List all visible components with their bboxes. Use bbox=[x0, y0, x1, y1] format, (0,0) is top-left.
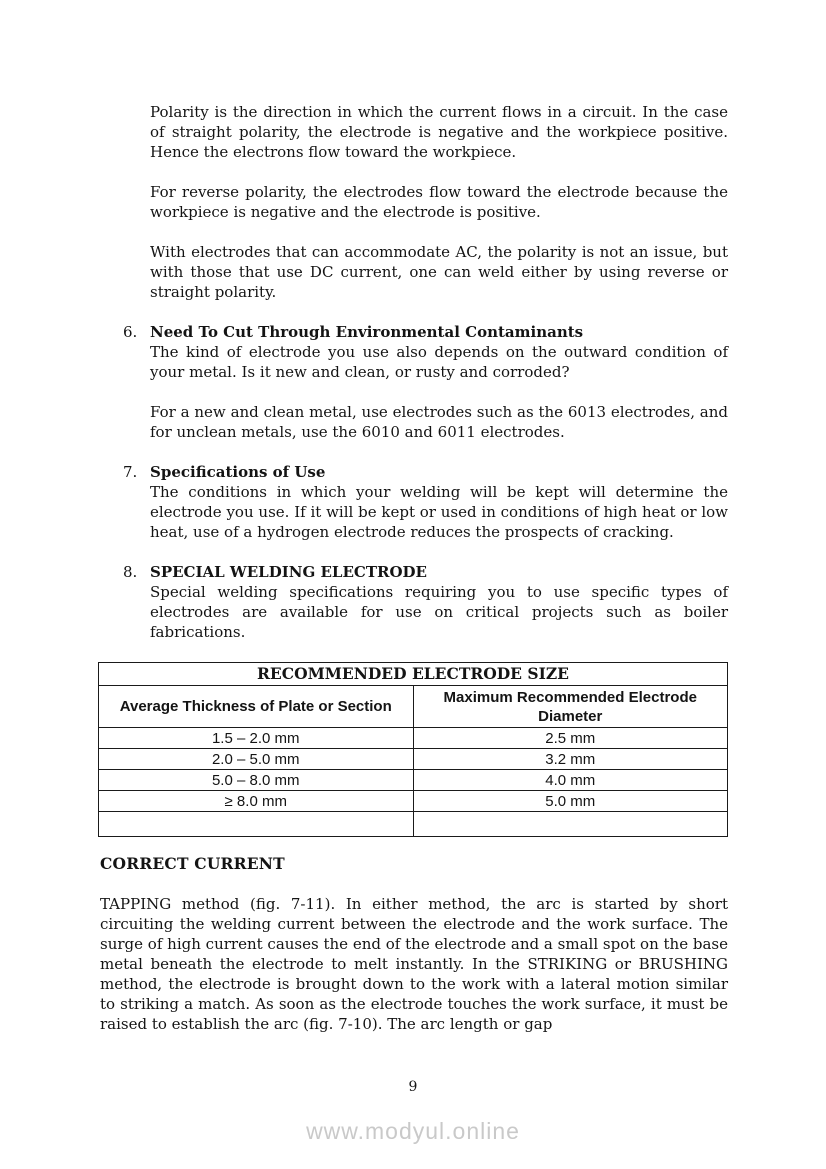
cell-diameter bbox=[413, 812, 728, 837]
page-content bbox=[100, 102, 728, 1054]
cell-thickness: 1.5 – 2.0 mm bbox=[99, 728, 414, 749]
cell-thickness: 5.0 – 8.0 mm bbox=[99, 770, 414, 791]
list-item-title: Need To Cut Through Environmental Contaminants bbox=[150, 323, 584, 341]
list-item-paragraph: The kind of electrode you use also depends on the outward condition of your metal. Is it new and clean, or rusty and corroded? bbox=[150, 343, 728, 381]
section-heading-correct-current: CORRECT CURRENT bbox=[100, 854, 285, 873]
list-number: 6. bbox=[123, 323, 138, 341]
list-item-paragraph: The conditions in which your welding will be kept will determine the electrode you use. If it will be kept or used in conditions of high heat or low heat, use of a hydrogen electrode reduces the prospects of cracking. bbox=[150, 483, 728, 541]
cell-thickness: ≥ 8.0 mm bbox=[99, 791, 414, 812]
page-number: 9 bbox=[408, 1079, 418, 1095]
list-number: 8. bbox=[123, 563, 138, 581]
list-item-body bbox=[150, 462, 728, 562]
watermark: www.modyul.online bbox=[306, 1118, 520, 1144]
cell-diameter: 2.5 mm bbox=[413, 728, 728, 749]
cell-thickness: 2.0 – 5.0 mm bbox=[99, 749, 414, 770]
list-item-paragraph: For a new and clean metal, use electrodes such as the 6013 electrodes, and for unclean metals, use the 6010 and 6011 electrodes. bbox=[150, 403, 728, 441]
column-header-thickness: Average Thickness of Plate or Section bbox=[99, 686, 414, 728]
cell-thickness bbox=[99, 812, 414, 837]
cell-diameter: 3.2 mm bbox=[413, 749, 728, 770]
list-item-paragraph: Special welding specifications requiring you to use specific types of electrodes are available for use on critical projects such as boiler fabrications. bbox=[150, 583, 728, 641]
list-item-title: Specifications of Use bbox=[150, 463, 326, 481]
table-row-empty bbox=[99, 812, 728, 837]
paragraph-polarity: Polarity is the direction in which the current flows in a circuit. In the case of straight polarity, the electrode is negative and the workpiece positive. Hence the electrons flow toward the workpiece. bbox=[150, 103, 728, 161]
list-item-7 bbox=[100, 462, 728, 562]
list-item-body bbox=[150, 322, 728, 462]
list-item-body bbox=[150, 562, 728, 662]
list-number: 7. bbox=[123, 463, 138, 481]
table-header-row bbox=[99, 686, 728, 728]
list-item-8 bbox=[100, 562, 728, 662]
paragraph-reverse-polarity: For reverse polarity, the electrodes flow toward the electrode because the workpiece is negative and the electrode is positive. bbox=[150, 183, 728, 221]
table-row bbox=[99, 791, 728, 812]
table-row bbox=[99, 728, 728, 749]
table-row bbox=[99, 749, 728, 770]
table-row bbox=[99, 770, 728, 791]
paragraph-ac-dc: With electrodes that can accommodate AC, the polarity is not an issue, but with those that use DC current, one can weld either by using reverse or straight polarity. bbox=[150, 243, 728, 301]
electrode-size-table bbox=[98, 662, 728, 837]
cell-diameter: 5.0 mm bbox=[413, 791, 728, 812]
column-header-diameter: Maximum Recommended Electrode Diameter bbox=[413, 686, 728, 728]
list-item-title: SPECIAL WELDING ELECTRODE bbox=[150, 563, 427, 581]
list-item-6 bbox=[100, 322, 728, 462]
paragraph-tapping-method: TAPPING method (fig. 7-11). In either method, the arc is started by short circuiting the welding current between the electrode and the work surface. The surge of high current causes the end of the electrode and a small spot on the base metal beneath the electrode to melt instantly. In the STRIKING or BRUSHING method, the electrode is brought down to the work with a lateral motion similar to striking a match. As soon as the electrode touches the work surface, it must be raised to establish the arc (fig. 7-10). The arc length or gap bbox=[100, 895, 728, 1033]
table-title-row bbox=[99, 663, 728, 686]
table-title: RECOMMENDED ELECTRODE SIZE bbox=[99, 663, 728, 686]
cell-diameter: 4.0 mm bbox=[413, 770, 728, 791]
